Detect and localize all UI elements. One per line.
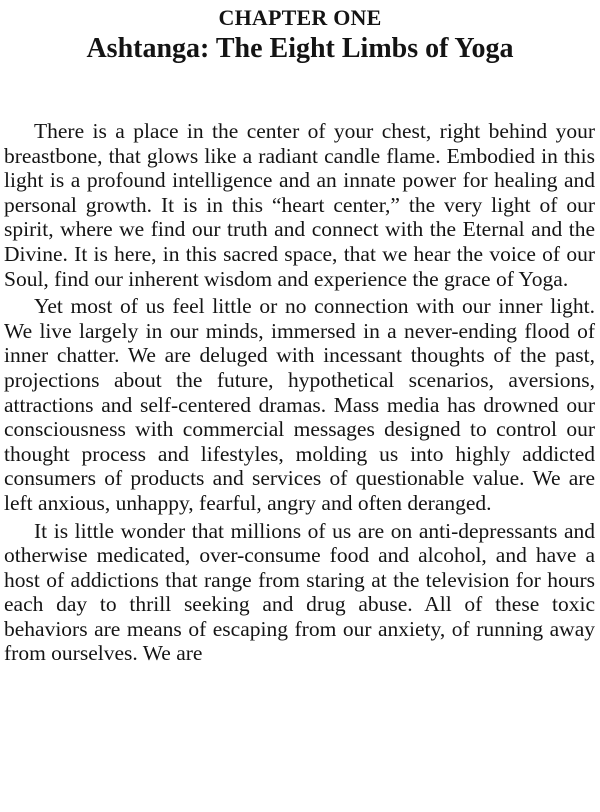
paragraph-2: Yet most of us feel little or no connection with our inner light. We live largely in our minds, immersed in a never-ending flood of inner chatter. We are deluged with incessant thoughts of the past, projections about the future, hypothetical scenarios, aversions, attractions and self-centered dramas. Mass media has drowned our consciousness with commercial messages designed to control our thought process and lifestyles, molding us into highly addicted consumers of products and services of questionable value. We are left anxious, unhappy, fearful, angry and often deranged.: [4, 294, 595, 515]
chapter-title: Ashtanga: The Eight Limbs of Yoga: [86, 33, 514, 64]
paragraph-3: It is little wonder that millions of us are on anti-depressants and otherwise medicated, over-consume food and alcohol, and have a host of addictions that range from staring at the television for hours each day to thrill seeking and drug abuse. All of these toxic behaviors are means of escaping from our anxiety, of running away from ourselves. We are: [4, 518, 595, 666]
body-text: [4, 119, 595, 669]
paragraph-1: There is a place in the center of your chest, right behind your breastbone, that glows like a radiant candle flame. Embodied in this light is a profound intelligence and an innate power for healing and personal growth. It is in this “heart center,” the very light of our spirit, where we find our truth and connect with the Eternal and the Divine. It is here, in this sacred space, that we hear the voice of our Soul, find our inherent wisdom and experience the grace of Yoga.: [4, 119, 595, 291]
chapter-label: CHAPTER ONE: [218, 5, 382, 30]
